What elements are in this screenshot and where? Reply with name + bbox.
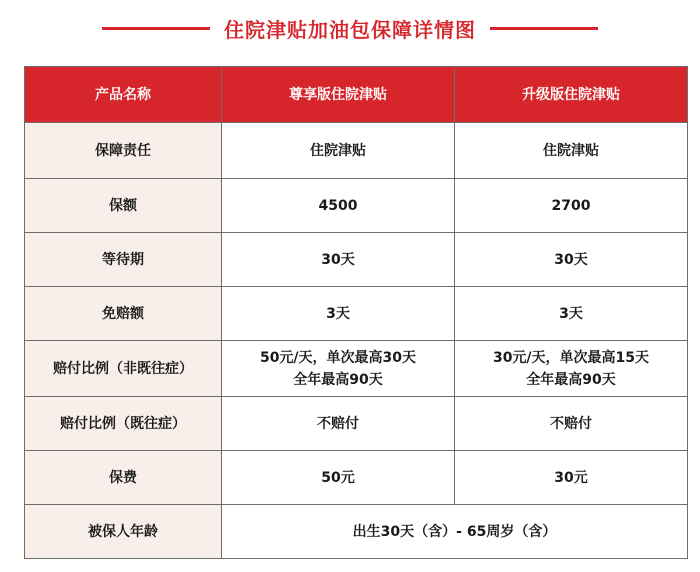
row-label: 免赔额	[25, 287, 222, 341]
row-label: 被保人年龄	[25, 505, 222, 559]
header-upgrade-plan: 升级版住院津贴	[455, 67, 688, 123]
comparison-table	[24, 66, 688, 559]
cell-line: 全年最高90天	[293, 371, 383, 388]
table-row	[25, 179, 688, 233]
row-label: 赔付比例（非既往症）	[25, 341, 222, 397]
cell-upgrade: 3天	[455, 287, 688, 341]
table-row	[25, 123, 688, 179]
row-label: 赔付比例（既往症）	[25, 397, 222, 451]
cell-line: 50元/天，单次最高30天	[259, 349, 417, 366]
cell-premium: 住院津贴	[222, 123, 455, 179]
title-divider-right	[490, 27, 598, 30]
cell-premium: 4500	[222, 179, 455, 233]
cell-upgrade: 不赔付	[455, 397, 688, 451]
header-product-name: 产品名称	[25, 67, 222, 123]
cell-premium: 50元	[222, 451, 455, 505]
title-bar	[0, 0, 700, 56]
cell-upgrade: 住院津贴	[455, 123, 688, 179]
title-divider-left	[102, 27, 210, 30]
cell-premium: 不赔付	[222, 397, 455, 451]
cell-upgrade: 2700	[455, 179, 688, 233]
cell-merged-age-range: 出生30天（含）- 65周岁（含）	[222, 505, 688, 559]
cell-premium: 30天	[222, 233, 455, 287]
cell-upgrade	[455, 341, 688, 397]
cell-line: 全年最高90天	[526, 371, 616, 388]
table-row	[25, 397, 688, 451]
cell-premium	[222, 341, 455, 397]
table-row	[25, 341, 688, 397]
row-label: 保费	[25, 451, 222, 505]
cell-upgrade: 30元	[455, 451, 688, 505]
cell-upgrade: 30天	[455, 233, 688, 287]
table-row	[25, 451, 688, 505]
header-premium-plan: 尊享版住院津贴	[222, 67, 455, 123]
table-row	[25, 233, 688, 287]
table-header-row	[25, 67, 688, 123]
row-label: 保障责任	[25, 123, 222, 179]
cell-premium: 3天	[222, 287, 455, 341]
row-label: 等待期	[25, 233, 222, 287]
page-title: 住院津贴加油包保障详情图	[224, 17, 476, 42]
row-label: 保额	[25, 179, 222, 233]
table-row	[25, 505, 688, 559]
cell-line: 30元/天，单次最高15天	[492, 349, 650, 366]
table-row	[25, 287, 688, 341]
